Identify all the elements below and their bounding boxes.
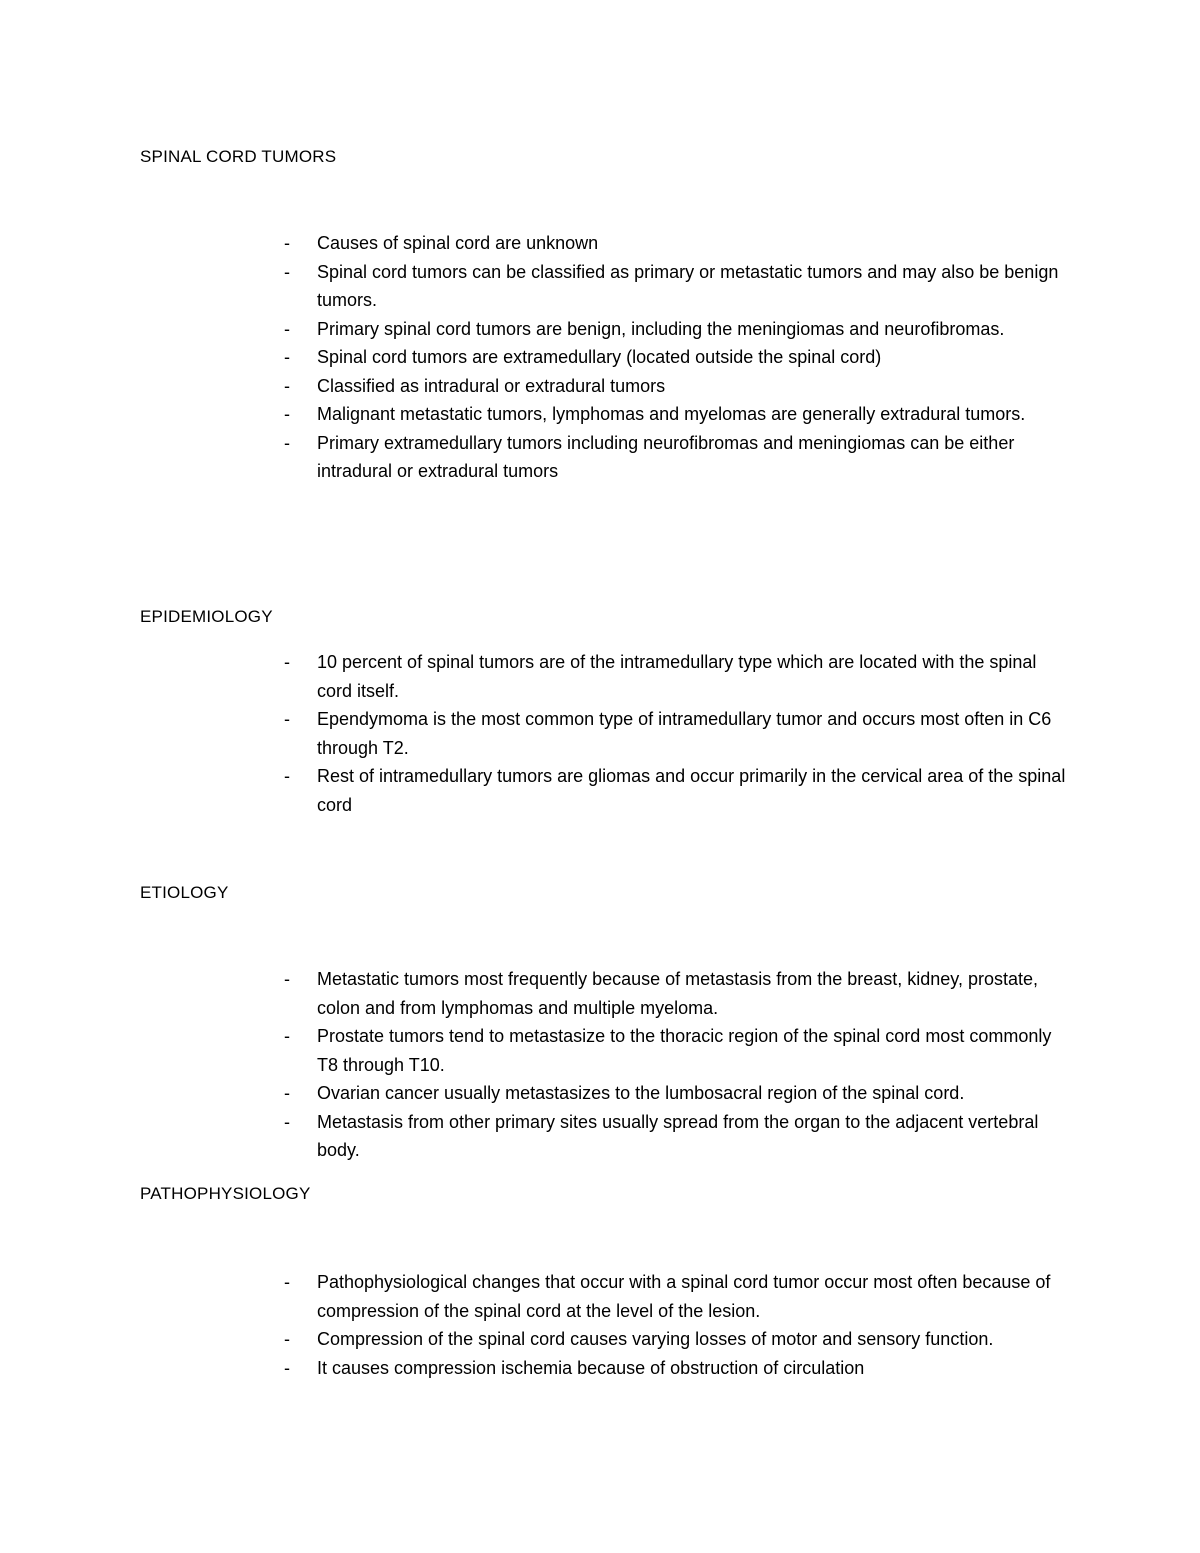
bullet-dash: - [284, 375, 290, 396]
list-item: - Metastatic tumors most frequently because of metastasis from the breast, kidney, prostate, colon and from lymphomas and multiple myeloma. [0, 965, 1067, 1022]
bullet-dash: - [284, 652, 290, 672]
list-item: - Primary extramedullary tumors including neurofibromas and meningiomas can be either intradural or extradural tumors [0, 429, 1067, 486]
bullet-list-etiology [0, 965, 1200, 1165]
list-item: - Ependymoma is the most common type of intramedullary tumor and occurs most often in C6 through T2. [0, 705, 1067, 762]
bullet-dash: - [284, 1111, 290, 1132]
bullet-dash: - [284, 1083, 290, 1103]
bullet-dash: - [284, 404, 290, 424]
bullet-dash: - [284, 969, 290, 989]
list-item: - Causes of spinal cord are unknown [0, 229, 1067, 258]
bullet-dash: - [284, 1272, 290, 1292]
list-item: - Spinal cord tumors can be classified as primary or metastatic tumors and may also be benign tumors. [0, 258, 1067, 315]
list-item: - Classified as intradural or extradural tumors [0, 372, 1067, 401]
list-item: - Ovarian cancer usually metastasizes to the lumbosacral region of the spinal cord. [0, 1079, 1067, 1108]
bullet-dash: - [284, 1329, 290, 1349]
list-item: - Pathophysiological changes that occur with a spinal cord tumor occur most often because of compression of the spinal cord at the level of the lesion. [0, 1268, 1067, 1325]
bullet-list-epidemiology [0, 648, 1200, 819]
list-item: - It causes compression ischemia because of obstruction of circulation [0, 1354, 1067, 1383]
bullet-dash: - [284, 1357, 290, 1378]
bullet-dash: - [284, 233, 290, 253]
list-item: - Primary spinal cord tumors are benign, including the meningiomas and neurofibromas. [0, 315, 1067, 344]
list-item: - Metastasis from other primary sites usually spread from the organ to the adjacent vertebral body. [0, 1108, 1067, 1165]
list-item: - Rest of intramedullary tumors are gliomas and occur primarily in the cervical area of the spinal cord [0, 762, 1067, 819]
bullet-dash: - [284, 1026, 290, 1046]
section-heading-epidemiology: EPIDEMIOLOGY [140, 607, 273, 626]
section-heading-pathophysiology: PATHOPHYSIOLOGY [140, 1184, 311, 1203]
bullet-dash: - [284, 318, 290, 339]
bullet-dash: - [284, 347, 290, 367]
section-heading-spinal-cord-tumors: SPINAL CORD TUMORS [140, 147, 337, 166]
bullet-dash: - [284, 766, 290, 786]
bullet-dash: - [284, 432, 290, 453]
bullet-list-spinal-cord-tumors [0, 229, 1200, 486]
list-item: - Prostate tumors tend to metastasize to the thoracic region of the spinal cord most commonly T8 through T10. [0, 1022, 1067, 1079]
list-item: - Spinal cord tumors are extramedullary (located outside the spinal cord) [0, 343, 1067, 372]
section-heading-etiology: ETIOLOGY [140, 883, 229, 902]
bullet-list-pathophysiology [0, 1268, 1200, 1382]
list-item: - Malignant metastatic tumors, lymphomas and myelomas are generally extradural tumors. [0, 400, 1067, 429]
list-item: - Compression of the spinal cord causes varying losses of motor and sensory function. [0, 1325, 1067, 1354]
bullet-dash: - [284, 261, 290, 282]
bullet-dash: - [284, 709, 290, 729]
list-item: - 10 percent of spinal tumors are of the intramedullary type which are located with the spinal cord itself. [0, 648, 1067, 705]
